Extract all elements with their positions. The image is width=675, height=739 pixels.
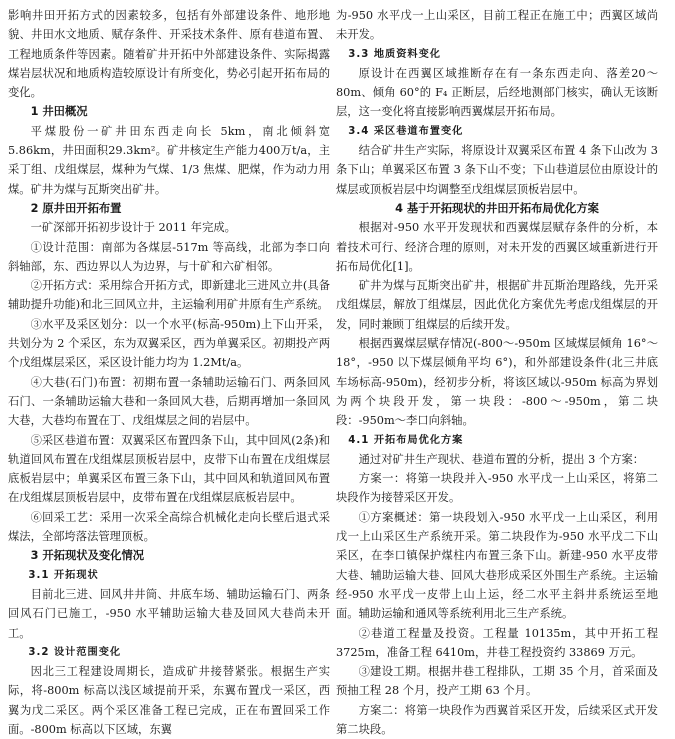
section-heading: 4 基于开拓现状的井田开拓布局优化方案 bbox=[395, 201, 599, 215]
paragraph: ④大巷(石门)布置：初期布置一条辅助运输石门、两条回风石门、一条辅助运输大巷和一条回风大巷，后期再增加一条回风大巷，大巷均布置在丁、戊组煤层之间的岩层中。 bbox=[8, 375, 330, 428]
paragraph: ③建设工期。根据井巷工程排队，工期 35 个月，首采面及预抽工程 28 个月，投产工期 63 个月。 bbox=[336, 665, 658, 698]
paragraph: ①方案概述：第一块段划入-950 水平戊一上山采区，利用戊一上山采区生产系统开采。第二块段作为-950 水平戊二下山采区，在李口镇保护煤柱内布置三条下山。新建-950 水平皮带大巷、辅助运输大巷、回风大巷形成采区外围生产系统。主运输经-950 水平戊一皮带上山上运，经二水平主斜井系统运至地面。辅助运输和通风等系统利用北三生产系统。 bbox=[336, 510, 658, 621]
subsection-heading: 4.1 开拓布局优化方案 bbox=[348, 434, 464, 446]
paragraph: 通过对矿井生产现状、巷道布置的分析，提出 3 个方案： bbox=[358, 452, 645, 466]
section-heading: 2 原井田开拓布置 bbox=[30, 201, 122, 215]
paragraph: ②巷道工程量及投资。工程量 10135m，其中开拓工程 3725m，准备工程 6410m，井巷工程投资约 33869 万元。 bbox=[336, 626, 658, 659]
subsection-heading: 3.4 采区巷道布置变化 bbox=[348, 125, 464, 137]
subsection-heading: 3.2 设计范围变化 bbox=[28, 646, 122, 658]
paragraph: ①设计范围：南部为各煤层-517m 等高线，北部为李口向斜轴部，东、西边界以人为边界，与十矿和六矿相邻。 bbox=[8, 240, 330, 273]
paragraph: 平煤股份一矿井田东西走向长 5km，南北倾斜宽 5.86km，井田面积29.3km²。矿井核定生产能力400万t/a，主采丁组、戊组煤层，煤种为气煤、1/3 焦煤、肥煤，作为动力用煤。矿井为煤与瓦斯突出矿井。 bbox=[8, 124, 330, 196]
subsection-heading: 3.3 地质资料变化 bbox=[348, 48, 441, 60]
section-heading: 1 井田概况 bbox=[30, 105, 88, 119]
paragraph: 根据对-950 水平开发现状和西翼煤层赋存条件的分析，本着技术可行、经济合理的原则，对未开发的西翼区域重新进行开拓布局优化[1]。 bbox=[336, 221, 658, 273]
paragraph: 矿井为煤与瓦斯突出矿井，根据矿井瓦斯治理路线，先开采戊组煤层，解放丁组煤层，因此优化方案优先考虑戊组煤层的开发，同时兼顾丁组煤层的后续开发。 bbox=[336, 279, 658, 331]
subsection-heading: 3.1 开拓现状 bbox=[28, 569, 99, 581]
paragraph: 为-950 水平戊一上山采区，目前工程正在施工中；西翼区域尚未开发。 bbox=[336, 9, 658, 42]
paragraph: ③水平及采区划分：以一个水平(标高-950m)上下山开采，共划分为 2 个采区，东为双翼采区，西为单翼采区。初期投产两个戊组煤层采区，采区设计能力均为 1.2Mt/a。 bbox=[8, 317, 330, 370]
paragraph: 因北三工程建设周期长，造成矿井接替紧张。根据生产实际，将-800m 标高以浅区域提前开采，东翼布置戊一采区，西翼为戊二采区。两个采区准备工程已完成，正在布置回采工作面。-800m 标高以下区域，东翼 bbox=[8, 665, 330, 736]
paragraph: ②开拓方式：采用综合开拓方式，即新建北三进风立井(具备辅助提升功能)和北三回风立井，主运输利用矿井原有生产系统。 bbox=[8, 279, 330, 312]
paragraph: 影响井田开拓方式的因素较多，包括有外部建设条件、地形地貌、井田水文地质、赋存条件、开采技术条件、原有巷道布置、工程地质条件等因素。随着矿井开拓中外部建设条件、实际揭露煤岩层状况和地质构造较原设计有所变化，势必引起开拓布局的变化。 bbox=[8, 9, 330, 100]
paragraph: ⑤采区巷道布置：双翼采区布置四条下山，其中回风(2条)和轨道回风布置在戊组煤层顶板岩层中，皮带下山布置在戊组煤层底板岩层中；单翼采区布置三条下山，其中回风和轨道回风布置在戊组煤层顶板岩层中，皮带布置在戊组煤层底板岩层中。 bbox=[8, 433, 330, 505]
paragraph: 方案一：将第一块段并入-950 水平戊一上山采区，将第二块段作为接替采区开发。 bbox=[336, 472, 658, 505]
paragraph: 结合矿井生产实际，将原设计双翼采区布置 4 条下山改为 3 条下山；单翼采区布置 3 条下山不变；下山巷道层位由原设计的煤层或顶板岩层中均调整至戊组煤层顶板岩层中。 bbox=[336, 144, 658, 196]
paragraph: 一矿深部开拓初步设计于 2011 年完成。 bbox=[30, 221, 236, 235]
paragraph: 方案二：将第一块段作为西翼首采区开发，后续采区式开发第二块段。 bbox=[336, 703, 658, 736]
paragraph: ⑥回采工艺：采用一次采全高综合机械化走向长壁后退式采煤法，全部垮落法管理顶板。 bbox=[8, 510, 330, 544]
left-column bbox=[8, 6, 330, 739]
paragraph: 根据西翼煤层赋存情况(-800～-950m 区域煤层倾角 16°～18°，-950 以下煤层倾角平均 6°)，和外部建设条件(北三井底车场标高-950m)，经初步分析，将该区域以-950m 标高为界划为两个块段开发，第一块段：-800～-950m，第二块段：-950m～李口向斜轴。 bbox=[336, 337, 658, 428]
paragraph: 目前北三进、回风井井筒、井底车场、辅助运输石门、两条回风石门已施工，-950 水平辅助运输大巷及回风大巷尚未开工。 bbox=[8, 587, 330, 640]
paragraph: 原设计在西翼区域推断存在有一条东西走向、落差20～80m、倾角 60°的 F₄ 正断层，后经地测部门核实，确认无该断层，这一变化将直接影响西翼煤层开拓布局。 bbox=[336, 66, 658, 119]
right-column bbox=[336, 6, 658, 739]
section-heading: 3 开拓现状及变化情况 bbox=[30, 549, 145, 563]
